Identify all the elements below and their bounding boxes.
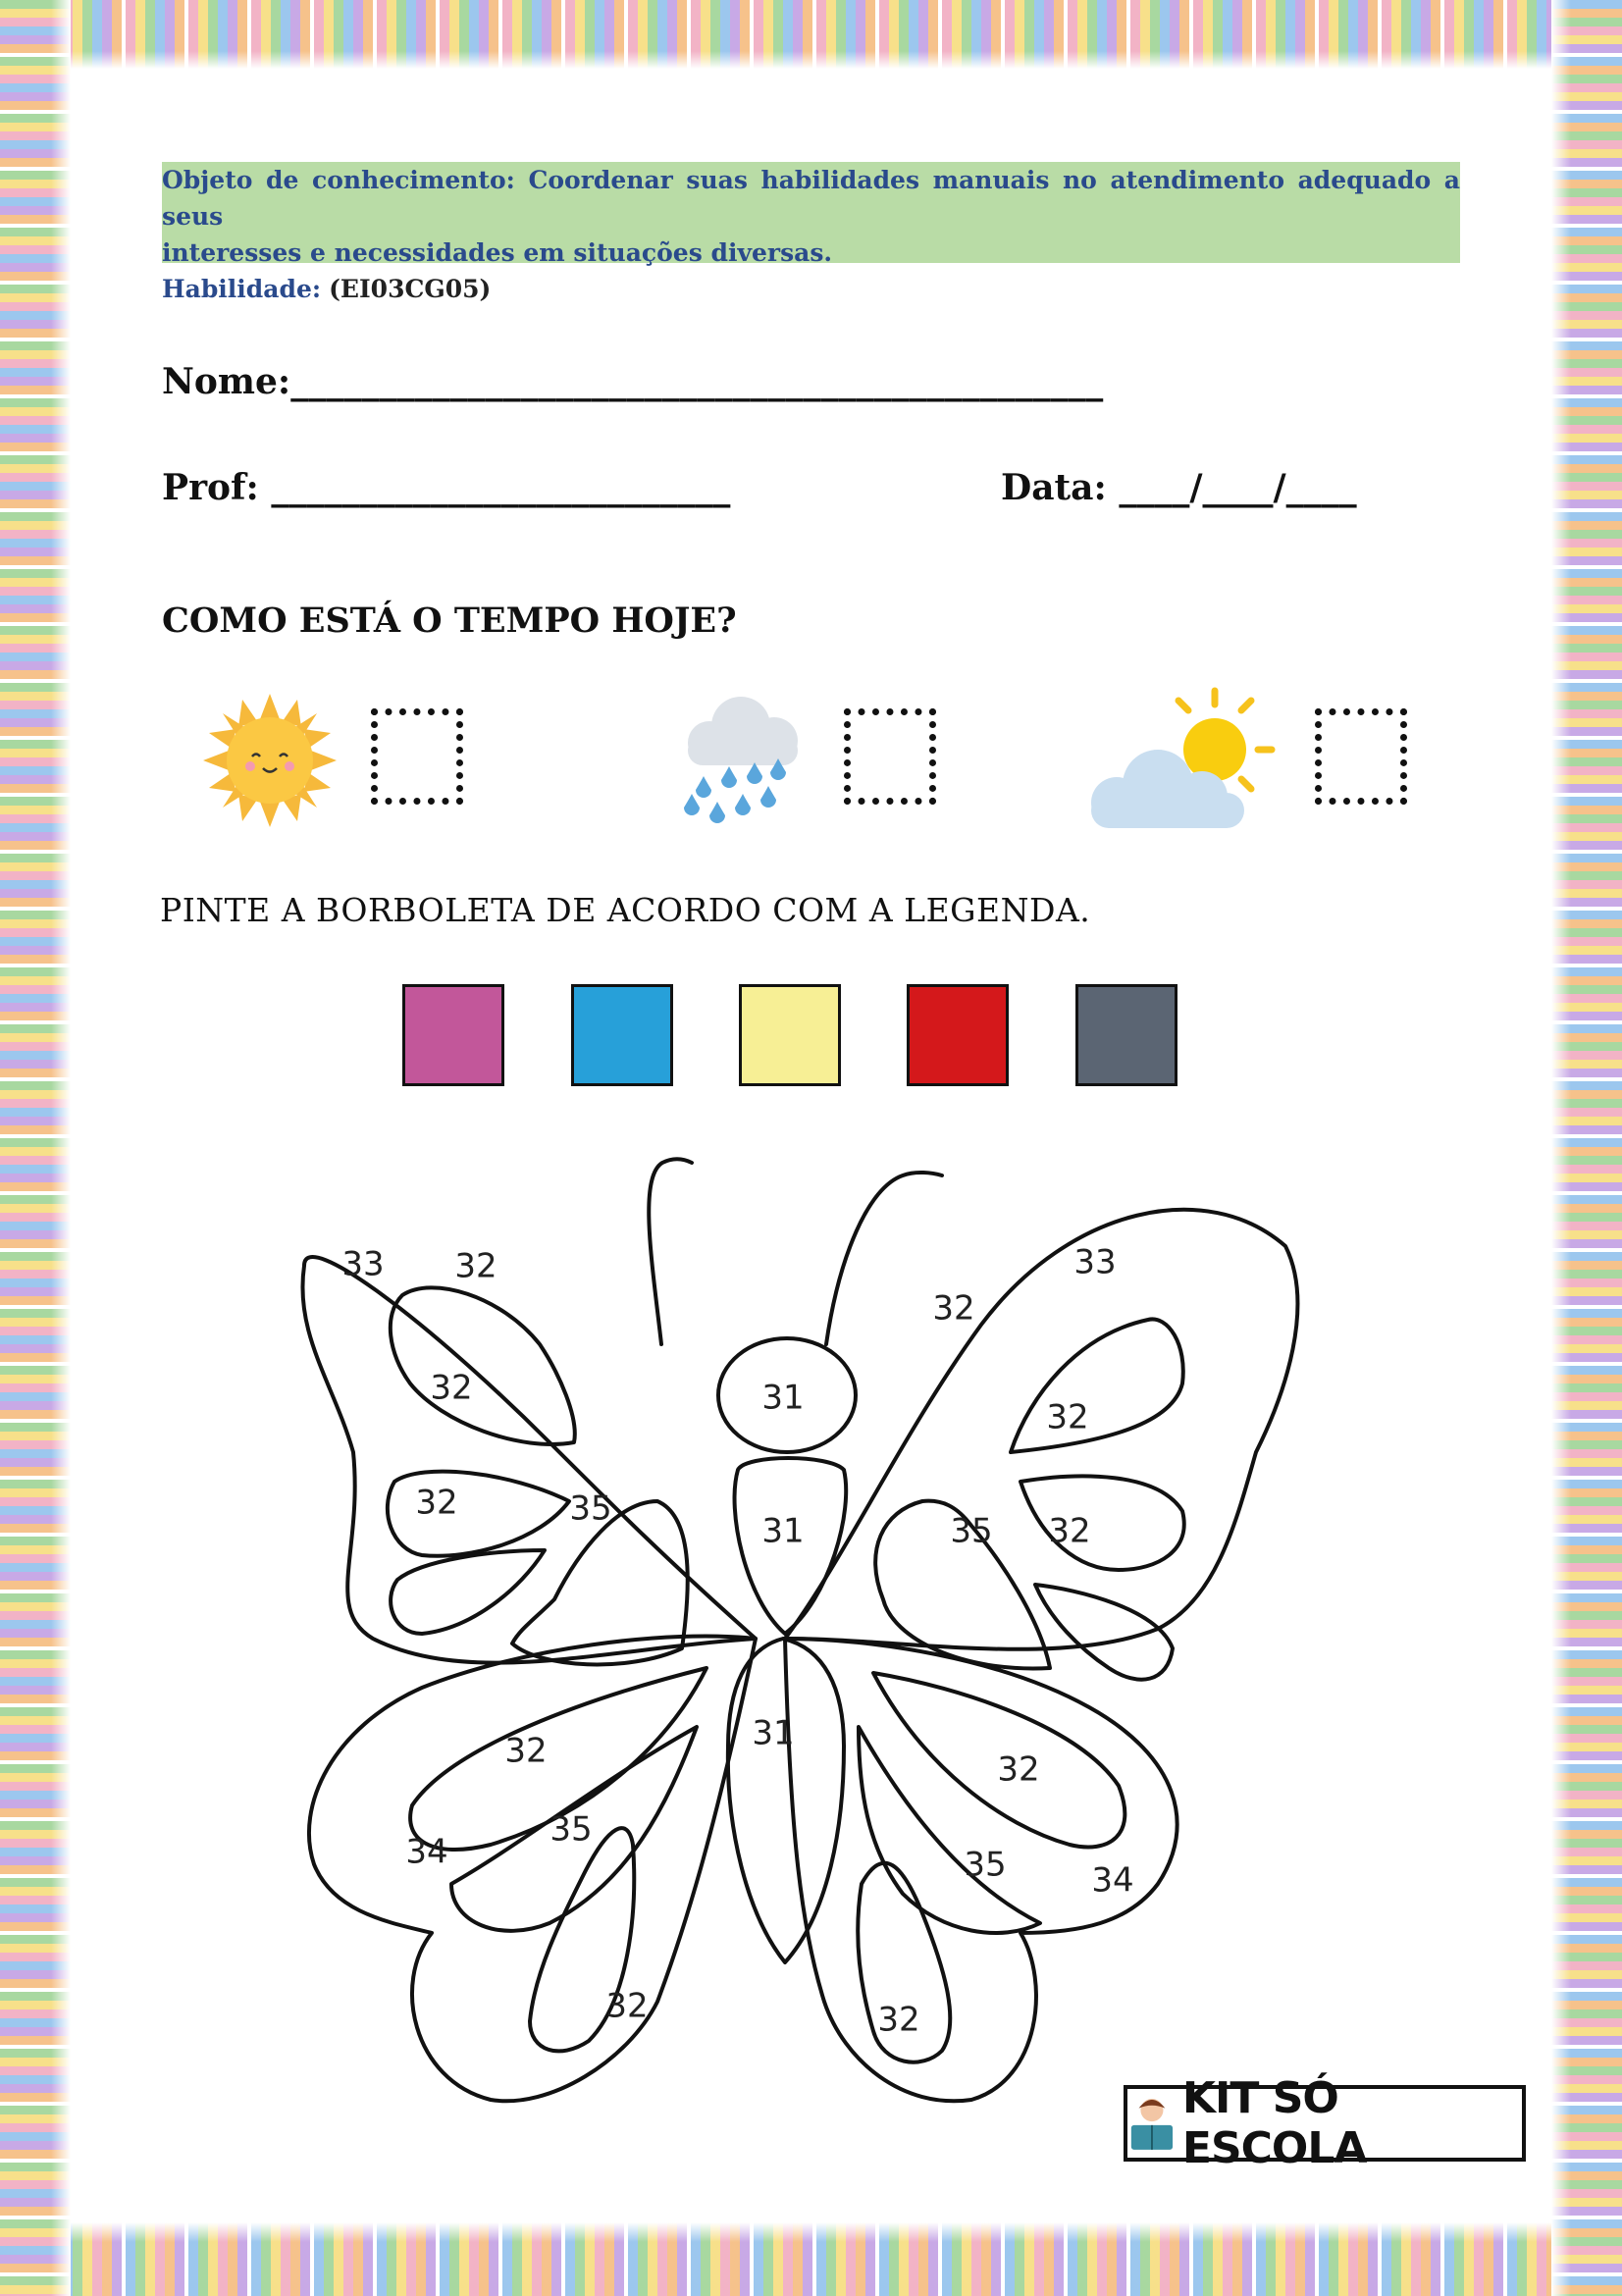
number-32: 32 [997, 1749, 1040, 1790]
number-31: 31 [761, 1378, 805, 1418]
number-31: 31 [752, 1713, 795, 1753]
skill-label: Habilidade: [162, 275, 322, 303]
number-34: 34 [1091, 1860, 1134, 1901]
skill-code: (EI03CG05) [329, 275, 492, 303]
number-35: 35 [964, 1845, 1007, 1885]
objective-text-line2: interesses e necessidades em situações diversas. [162, 238, 833, 267]
number-33: 33 [341, 1244, 385, 1284]
legend-swatch-1 [402, 984, 504, 1086]
pencil-border-left [0, 0, 71, 2296]
objective-text-line1: Objeto de conhecimento: Coordenar suas habilidades manuais no atendimento adequado a seus [162, 166, 1460, 231]
legend-swatch-5 [1075, 984, 1177, 1086]
number-32: 32 [1048, 1511, 1091, 1551]
number-31: 31 [761, 1511, 805, 1551]
number-32: 32 [504, 1731, 548, 1771]
rain-cloud-icon [672, 692, 810, 829]
number-35: 35 [569, 1488, 612, 1529]
legend-swatch-4 [907, 984, 1009, 1086]
number-32: 32 [415, 1483, 458, 1523]
activity-instruction: PINTE A BORBOLETA DE ACORDO COM A LEGENDA. [160, 891, 1091, 929]
kit-so-escola-logo [1124, 2073, 1526, 2173]
number-32: 32 [877, 2000, 920, 2040]
number-32: 32 [430, 1368, 473, 1408]
pencil-border-bottom [0, 2222, 1622, 2296]
weather-question: COMO ESTÁ O TEMPO HOJE? [162, 600, 737, 641]
butterfly-drawing [294, 1138, 1325, 2110]
student-reading-icon [1127, 2094, 1177, 2153]
number-32: 32 [1046, 1397, 1089, 1437]
teacher-field[interactable]: Prof: __________________________ [162, 467, 731, 508]
number-35: 35 [549, 1809, 593, 1850]
number-35: 35 [950, 1511, 993, 1551]
pencil-border-top [0, 0, 1622, 69]
number-32: 32 [932, 1288, 975, 1329]
number-33: 33 [1073, 1242, 1117, 1282]
number-32: 32 [454, 1246, 497, 1286]
partly-cloudy-checkbox[interactable] [1315, 708, 1407, 805]
sun-icon [201, 692, 339, 829]
number-34: 34 [405, 1832, 448, 1872]
logo-text: KIT SÓ ESCOLA [1181, 2073, 1367, 2173]
objective-box [162, 162, 1460, 303]
name-field[interactable]: Nome:______________________________________________ [162, 361, 1104, 402]
date-field[interactable]: Data: ____/____/____ [1001, 467, 1357, 508]
number-32: 32 [605, 1986, 649, 2026]
partly-cloudy-icon [1079, 687, 1276, 834]
sunny-checkbox[interactable] [371, 708, 463, 805]
skill-row [162, 271, 1460, 307]
pencil-border-right [1551, 0, 1622, 2296]
legend-swatch-2 [571, 984, 673, 1086]
legend-swatch-3 [739, 984, 841, 1086]
rainy-checkbox[interactable] [844, 708, 936, 805]
